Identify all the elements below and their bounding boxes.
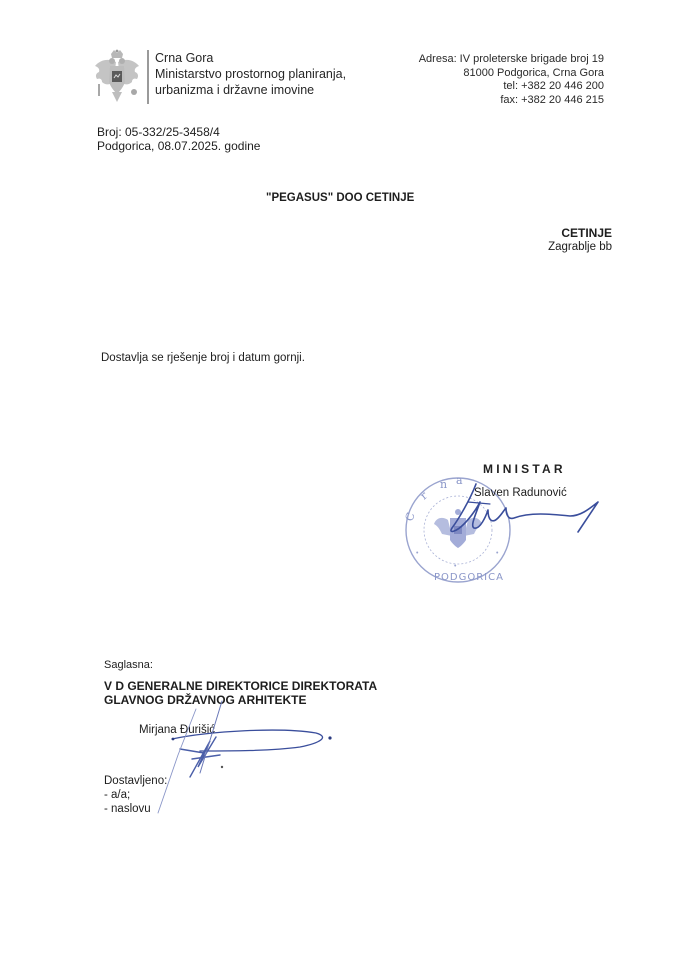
ministry-name-line2: urbanizma i državne imovine: [155, 83, 315, 97]
distribution-item-addressee: - naslovu: [104, 803, 151, 815]
approval-title-line1: V D GENERALNE DIREKTORICE DIREKTORATA: [104, 679, 378, 693]
svg-text:•: •: [416, 550, 419, 557]
signatory-name: Slaven Radunović: [474, 487, 567, 499]
distribution-block: [104, 774, 167, 816]
svg-text:r: r: [417, 488, 430, 503]
fax: fax: +382 20 446 215: [500, 93, 604, 106]
recipient-city: CETINJE: [561, 226, 612, 240]
distribution-label: Dostavljeno:: [104, 775, 168, 787]
reference-number: Broj: 05-332/25-3458/4: [97, 125, 220, 139]
svg-text:•: •: [454, 563, 457, 570]
place-and-date: Podgorica, 08.07.2025. godine: [97, 139, 261, 153]
recipient-street: Zagrablje bb: [548, 241, 612, 253]
minister-signature: [440, 480, 610, 550]
ministry-name-line1: Ministarstvo prostornog planiranja,: [155, 67, 347, 81]
letterhead-text: [155, 50, 346, 98]
address-line2: 81000 Podgorica, Crna Gora: [463, 66, 604, 79]
recipient-name: "PEGASUS" DOO CETINJE: [266, 192, 415, 204]
body-text: Dostavlja se rješenje broj i datum gornji.: [101, 352, 305, 364]
approval-label: Saglasna:: [104, 659, 153, 671]
svg-text:C: C: [402, 510, 418, 524]
contact-block: [419, 53, 604, 107]
address-line1: Adresa: IV proleterske brigade broj 19: [418, 53, 604, 65]
distribution-item-aa: - a/a;: [104, 789, 131, 801]
svg-text:a: a: [456, 474, 463, 487]
approval-title-line2: GLAVNOG DRŽAVNOG ARHITEKTE: [104, 693, 307, 707]
telephone: tel: +382 20 446 200: [503, 80, 604, 92]
svg-text:n: n: [440, 478, 448, 491]
svg-text:•: •: [496, 550, 499, 557]
approval-name: Mirjana Đurišić: [139, 724, 216, 736]
reference-block: [97, 125, 260, 153]
signatory-title: MINISTAR: [483, 462, 566, 476]
letterhead-divider: [147, 50, 149, 104]
svg-text:PODGORICA: PODGORICA: [434, 572, 504, 583]
montenegro-coat-of-arms-icon: [92, 48, 142, 106]
country-name: Crna Gora: [155, 51, 214, 65]
